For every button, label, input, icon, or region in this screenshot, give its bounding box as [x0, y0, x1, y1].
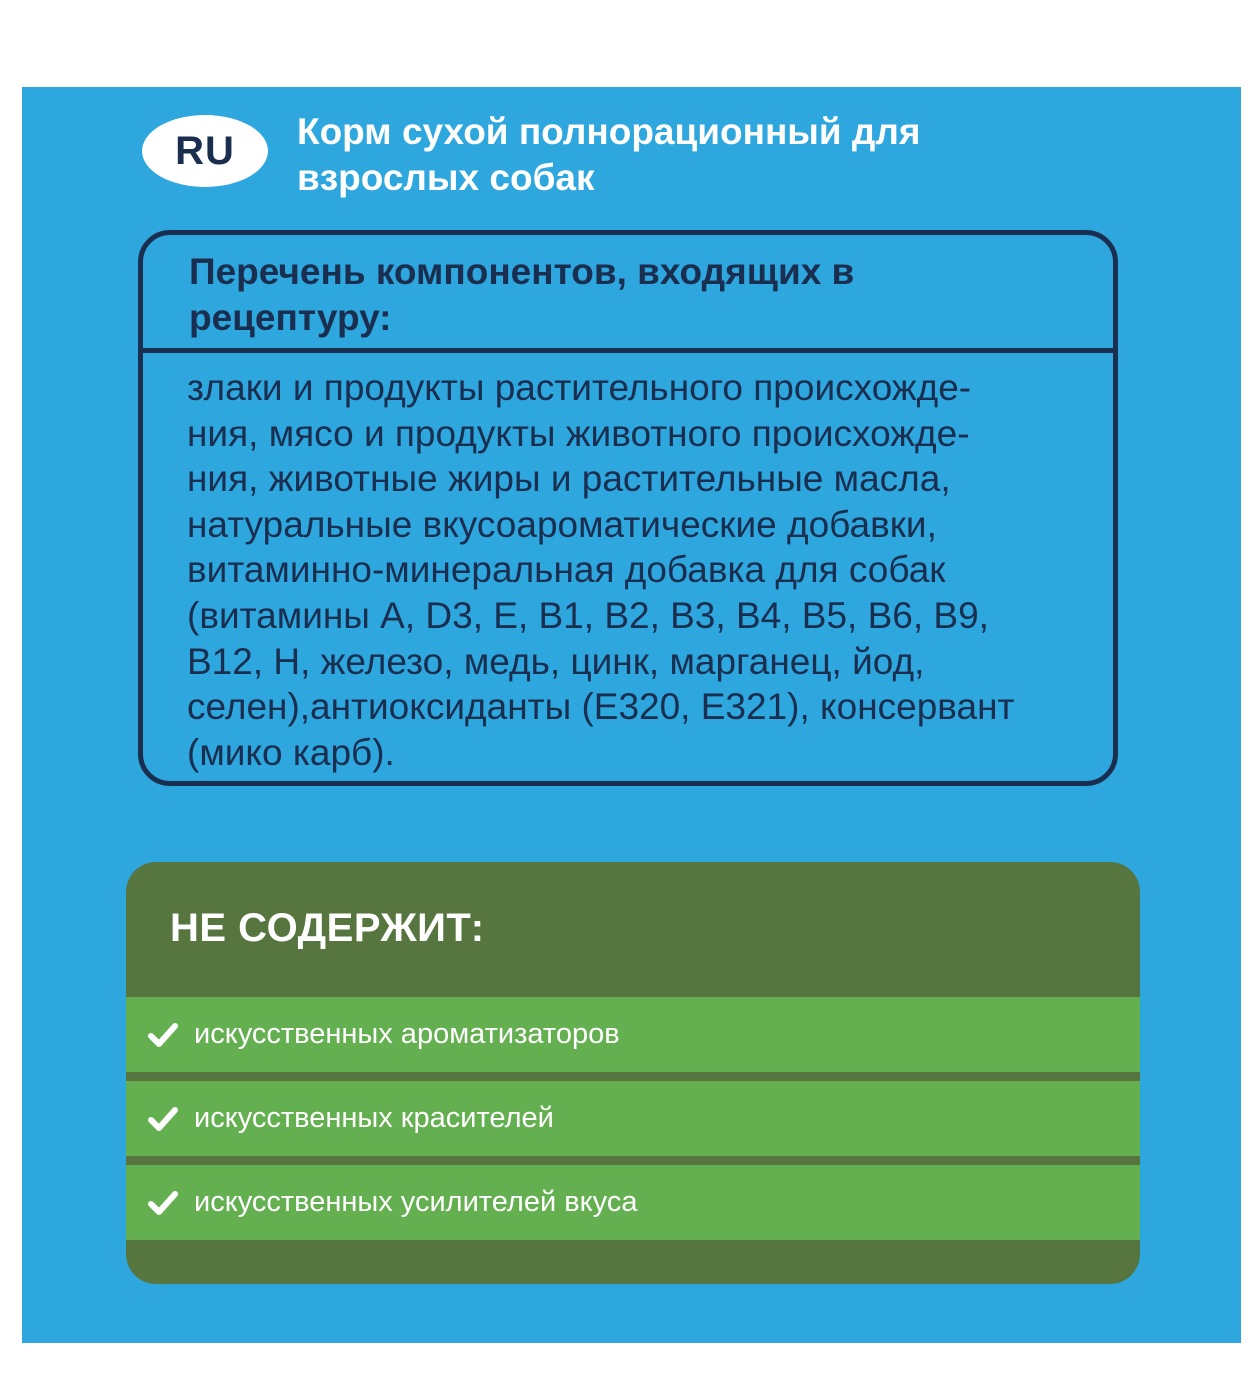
checkmark-icon — [146, 1018, 180, 1052]
composition-text-line: натуральные вкусоароматические добавки, — [187, 503, 937, 545]
product-title-line: взрослых собак — [297, 157, 595, 198]
free-from-item-label: искусственных красителей — [194, 1102, 554, 1134]
checkmark-icon — [146, 1186, 180, 1220]
label-panel — [22, 87, 1241, 1343]
free-from-item-label: искусственных усилителей вкуса — [194, 1186, 638, 1218]
composition-text-line: селен),антиоксиданты (E320, E321), консервант — [187, 686, 1015, 728]
composition-heading — [143, 235, 1113, 353]
composition-box — [138, 230, 1118, 786]
composition-text-line: злаки и продукты растительного происхожде- — [187, 367, 972, 408]
free-from-title: НЕ СОДЕРЖИТ: — [170, 906, 485, 950]
composition-heading-line: рецептуру: — [189, 297, 392, 338]
free-from-item — [126, 997, 1140, 1072]
language-badge — [142, 115, 268, 187]
free-from-item-label: искусственных ароматизаторов — [194, 1018, 620, 1050]
product-title-line: Корм сухой полнорационный для — [297, 111, 921, 152]
product-title — [297, 109, 1057, 201]
composition-text-line: (витамины A, D3, E, B1, B2, B3, B4, B5, B6, B9, — [187, 594, 989, 636]
composition-text-line: ния, животные жиры и растительные масла, — [187, 458, 951, 500]
composition-text — [143, 353, 1113, 775]
free-from-box — [126, 862, 1140, 1284]
composition-text-line: витаминно-минеральная добавка для собак — [187, 549, 946, 591]
free-from-item — [126, 1081, 1140, 1156]
checkmark-icon — [146, 1102, 180, 1136]
composition-text-line: B12, H, железо, медь, цинк, марганец, йод, — [187, 640, 925, 682]
composition-text-line: (мико карб). — [187, 731, 395, 773]
language-badge-label: RU — [175, 128, 235, 173]
composition-text-line: ния, мясо и продукты животного происхожде- — [187, 412, 970, 454]
free-from-item — [126, 1165, 1140, 1240]
composition-heading-line: Перечень компонентов, входящих в — [189, 251, 855, 292]
